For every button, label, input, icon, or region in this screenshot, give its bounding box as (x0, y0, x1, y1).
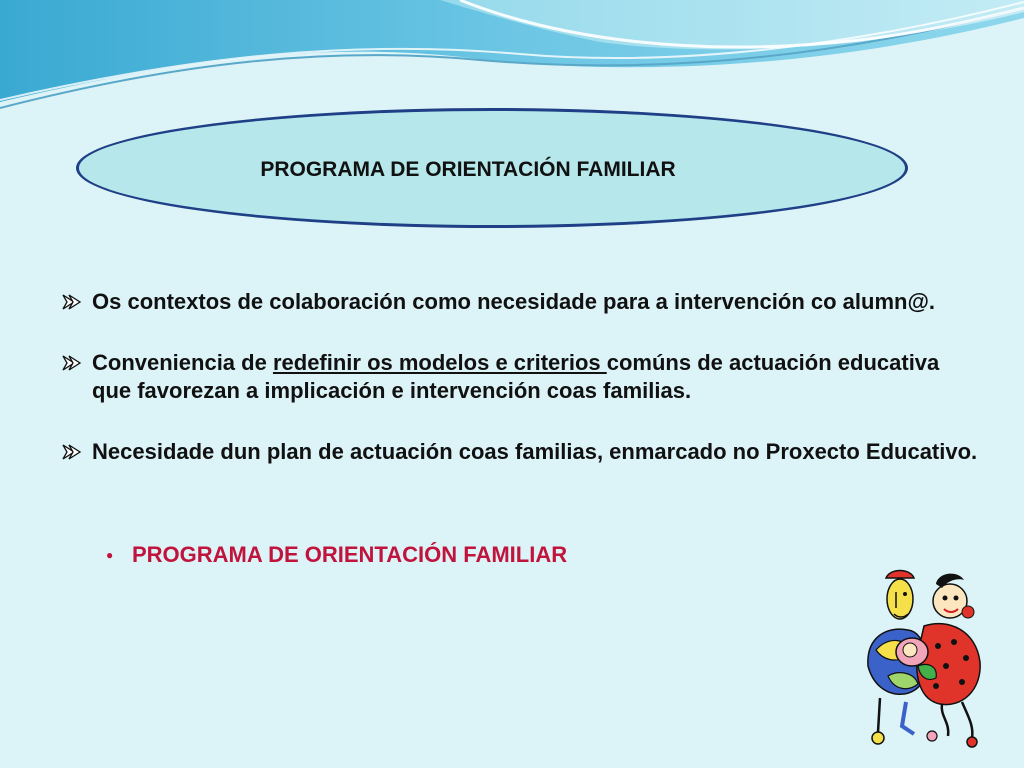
bullet-text: Conveniencia de (92, 350, 273, 375)
bullet-item (62, 349, 982, 405)
arrow-bullet-icon (62, 293, 82, 311)
arrow-bullet-icon (62, 443, 82, 461)
dot-bullet-icon: ● (106, 548, 114, 562)
bullet-item (62, 288, 982, 316)
arrow-bullet-icon (62, 354, 82, 372)
slide-title: PROGRAMA DE ORIENTACIÓN FAMILIAR (260, 158, 676, 181)
bullet-item (62, 438, 982, 466)
family-illustration (858, 566, 988, 750)
title-ellipse (76, 108, 908, 228)
bullet-text: Necesidade dun plan de actuación coas familias, enmarcado no Proxecto Educativo. (92, 439, 978, 464)
bullet-text: comúns de actuación educativa que favorezan a implicación e intervención coas familias. (92, 350, 940, 403)
header-waves (0, 0, 1024, 120)
bullet-list (62, 288, 982, 466)
bullet-underlined-text: redefinir os modelos e criterios (272, 350, 607, 375)
sub-bullet-text: PROGRAMA DE ORIENTACIÓN FAMILIAR (132, 542, 568, 567)
sub-bullet-item (106, 542, 568, 568)
bullet-text: Os contextos de colaboración como necesidade para a intervención co alumn@. (92, 289, 936, 314)
